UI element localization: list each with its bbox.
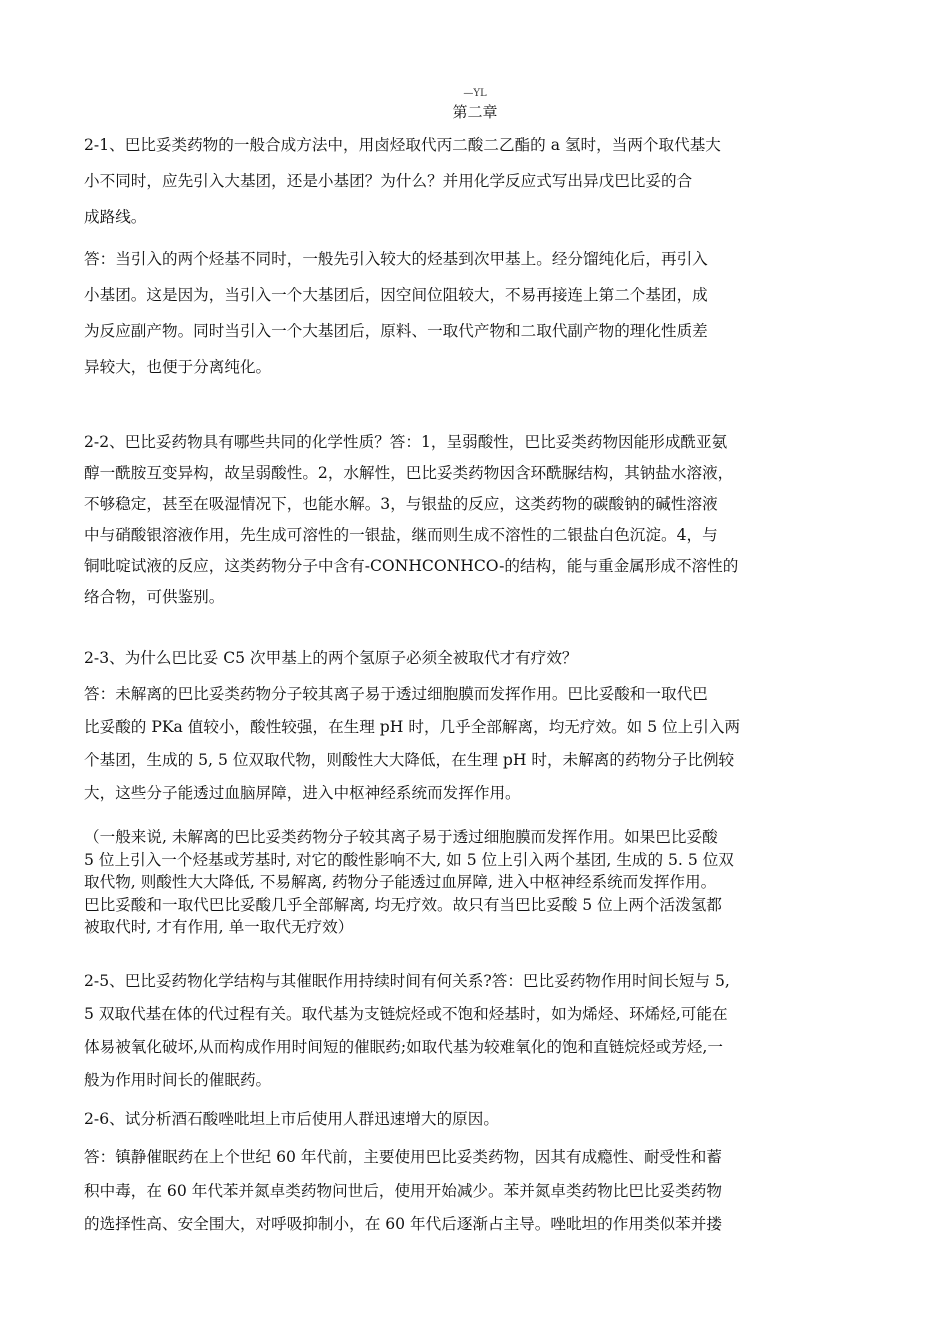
question-2-6: 2-6、试分析酒石酸唑吡坦上市后使用人群迅速增大的原因。 xyxy=(84,1110,499,1128)
header-mark: —YL xyxy=(463,88,487,99)
answer-2-3: 答：未解离的巴比妥类药物分子较其离子易于透过细胞膜而发挥作用。巴比妥酸和一取代巴 比妥酸的 PKa 值较小，酸性较强，在生理 pH 时，几乎全部解离，均无疗效。如 5 位上引入两 个基团，生成的 5, 5 位双取代物，则酸性大大降低，在生理 pH 时，未解离的药物分子比例较 大，这些分子能透过血脑屏障，进入中枢神经系统而发挥作用。 xyxy=(84,685,741,802)
question-2-1: 2-1、巴比妥类药物的一般合成方法中，用卤烃取代丙二酸二乙酯的 a 氢时，当两个取代基大 小不同时，应先引入大基团，还是小基团？为什么？并用化学反应式写出异戊巴比妥的合 成路线。 xyxy=(84,136,721,226)
question-2-3: 2-3、为什么巴比妥 C5 次甲基上的两个氢原子必须全被取代才有疗效？ xyxy=(84,649,578,667)
answer-2-6: 答：镇静催眠药在上个世纪 60 年代前，主要使用巴比妥类药物，因其有成瘾性、耐受性和蓄 积中毒，在 60 年代苯并氮卓类药物问世后，使用开始减少。苯并氮卓类药物比巴比妥类药物 的选择性高、安全围大，对呼吸抑制小，在 60 年代后逐渐占主导。唑吡坦的作用类似苯并搂 xyxy=(84,1148,722,1233)
answer-2-1: 答：当引入的两个烃基不同时，一般先引入较大的烃基到次甲基上。经分馏纯化后，再引入 小基团。这是因为，当引入一个大基团后，因空间位阻较大，不易再接连上第二个基团，成 为反应副产物。同时当引入一个大基团后，原料、一取代产物和二取代副产物的理化性质差 异较大，也便于分离纯化。 xyxy=(84,250,708,376)
note-2-3: （一般来说, 未解离的巴比妥类药物分子较其离子易于透过细胞膜而发挥作用。如果巴比妥酸 5 位上引入一个烃基或芳基时, 对它的酸性影响不大, 如 5 位上引入两个基团, 生成的 5. 5 位双 取代物, 则酸性大大降低, 不易解离, 药物分子能透过血屏障, 进入中枢神经系统而发挥作用。 巴比妥酸和一取代巴比妥酸几乎全部解离, 均无疗效。故只有当巴比妥酸 5 位上两个活泼氢都 被取代时, 才有作用, 单一取代无疗效） xyxy=(84,828,734,936)
chapter-title: 第二章 xyxy=(452,103,498,121)
question-answer-2-2: 2-2、巴比妥药物具有哪些共同的化学性质？答：1，呈弱酸性，巴比妥类药物因能形成酰亚氨 醇一酰胺互变异构，故呈弱酸性。2，水解性，巴比妥类药物因含环酰脲结构，其钠盐水溶液， 不够稳定，甚至在吸湿情况下，也能水解。3，与银盐的反应，这类药物的碳酸钠的碱性溶液 中与硝酸银溶液作用，先生成可溶性的一银盐，继而则生成不溶性的二银盐白色沉淀。4，与 铜吡啶试液的反应，这类药物分子中含有-CONHCONHCO-的结构，能与重金属形成不溶性的 络合物，可供鉴别。 xyxy=(84,433,739,606)
question-answer-2-5: 2-5、巴比妥药物化学结构与其催眠作用持续时间有何关系?答：巴比妥药物作用时间长短与 5, 5 双取代基在体的代过程有关。取代基为支链烷烃或不饱和烃基时，如为烯烃、环烯烃,可能在 体易被氧化破坏,从而构成作用时间短的催眠药;如取代基为较难氧化的饱和直链烷烃或芳烃,一 般为作用时间长的催眠药。 xyxy=(84,972,730,1089)
